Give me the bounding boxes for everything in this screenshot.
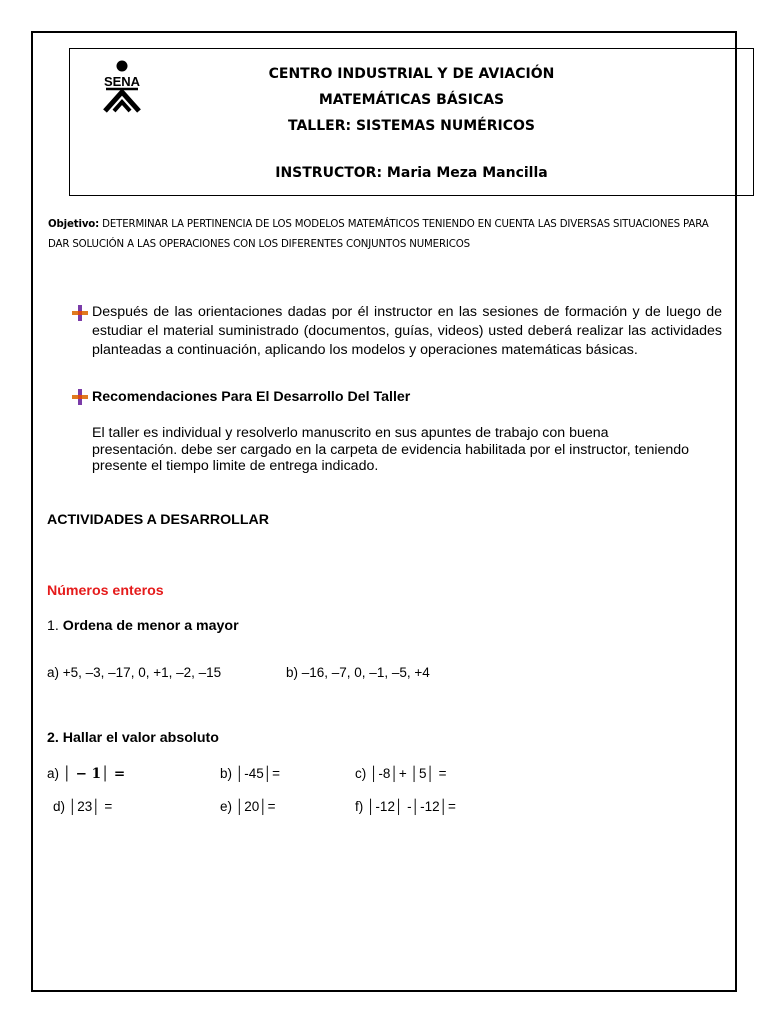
- header-instructor: INSTRUCTOR: Maria Meza Mancilla: [275, 165, 548, 181]
- document-header: [69, 48, 754, 196]
- header-center-name: CENTRO INDUSTRIAL Y DE AVIACIÓN: [268, 66, 555, 82]
- question-2-text: . Hallar el valor absoluto: [54, 730, 219, 746]
- objective-text: DETERMINAR LA PERTINENCIA DE LOS MODELOS MATEMÁTICOS TENIENDO EN CUENTA LAS DIVERSAS SITUACIONES PARA DAR SOLUCIÓN A LAS OPERACIONES CON LOS DIFERENTES CONJUNTOS NUMERICOS: [48, 219, 709, 250]
- question-2-a: [47, 766, 125, 782]
- question-2-e: e) │20│=: [220, 799, 276, 814]
- question-1-title: [47, 617, 239, 636]
- question-2-f: f) │-12│ -│-12│=: [355, 799, 456, 814]
- section-title: Números enteros: [47, 583, 164, 599]
- question-2-c: c) │-8│+ │5│ =: [355, 766, 447, 781]
- question-1-b: b) –16, –7, 0, –1, –5, +4: [286, 665, 430, 680]
- question-2-title: [47, 729, 219, 748]
- question-2-b: b) │-45│=: [220, 766, 281, 781]
- question-1-number: 1.: [47, 618, 63, 634]
- header-subject: MATEMÁTICAS BÁSICAS: [318, 92, 505, 108]
- question-2-number: 2: [47, 730, 55, 746]
- question-2-d: d) │23│ =: [53, 799, 113, 814]
- intro-paragraph: Después de las orientaciones dadas por él instructor en las sesiones de formación y de luego de estudiar el material suministrado (documentos, guías, videos) usted deberá realizar las actividades planteadas a continuación, aplicando los modelos y operaciones matemáticas básicas.: [92, 304, 722, 358]
- arrow-bullet-icon: [71, 388, 89, 406]
- question-2-a-expression: │ − 1│ =: [62, 766, 126, 782]
- svg-text:SENA: SENA: [103, 74, 141, 89]
- question-2-a-label: a): [47, 766, 60, 781]
- objective: [48, 215, 728, 255]
- arrow-bullet-icon: [71, 304, 89, 322]
- question-1-a: a) +5, –3, –17, 0, +1, –2, –15: [47, 665, 222, 680]
- recommendations-text: El taller es individual y resolverlo manuscrito en sus apuntes de trabajo con buena presentación. debe ser cargado en la carpeta de evidencia habilitada por el instructor, teniendo presente el tiempo limite de entrega indicado.: [92, 425, 690, 474]
- activities-title: ACTIVIDADES A DESARROLLAR: [47, 512, 270, 528]
- document-page: [31, 31, 737, 992]
- objective-label: Objetivo:: [48, 219, 100, 230]
- question-1-text: Ordena de menor a mayor: [62, 618, 239, 634]
- header-workshop: TALLER: SISTEMAS NUMÉRICOS: [288, 118, 535, 134]
- recommendations-title: Recomendaciones Para El Desarrollo Del Taller: [92, 389, 411, 405]
